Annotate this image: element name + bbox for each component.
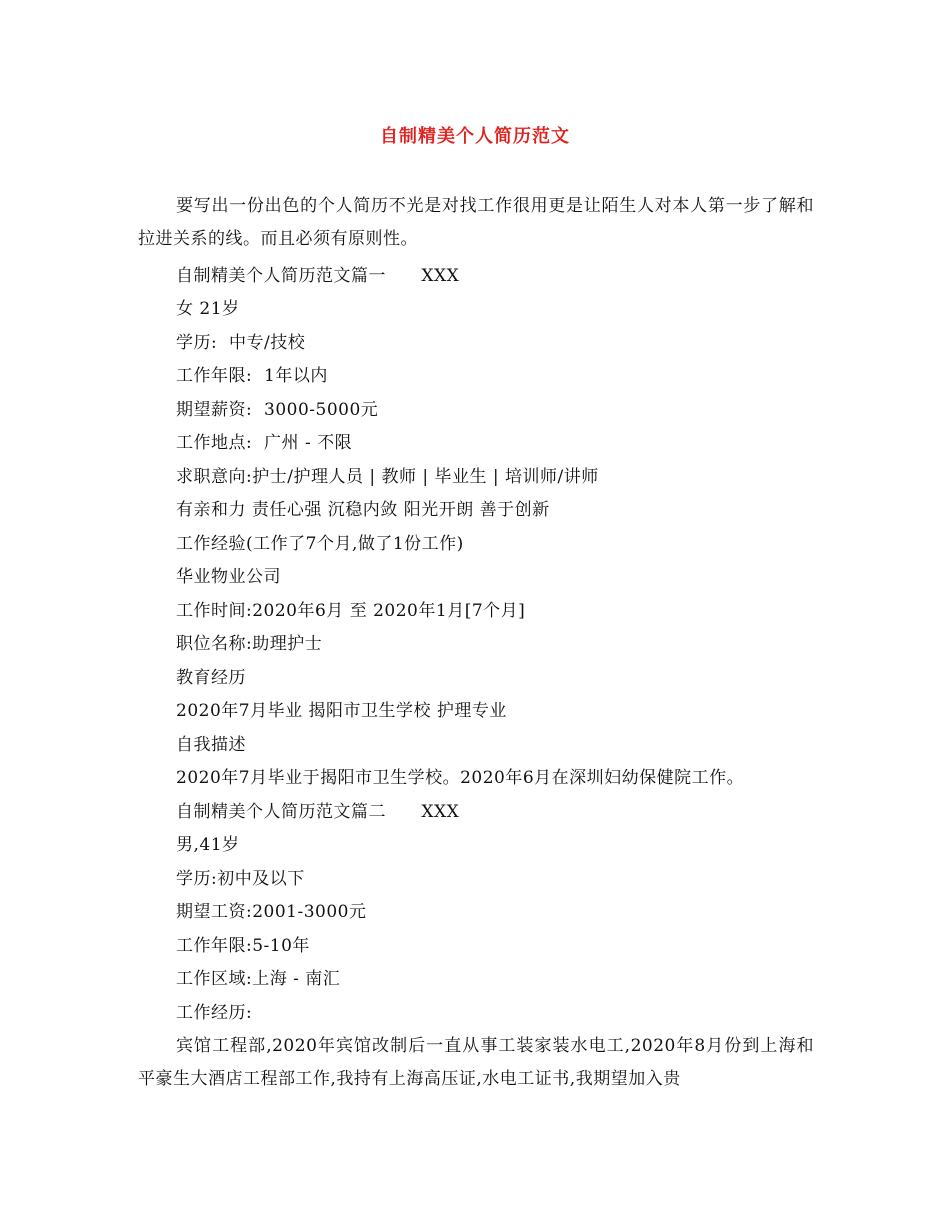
document-title: 自制精美个人简历范文	[380, 126, 570, 147]
resume1-education: 学历: 中专/技校	[176, 333, 306, 353]
resume1-work-years: 工作年限: 1年以内	[176, 366, 328, 386]
resume1-expected-salary: 期望薪资: 3000-5000元	[176, 400, 379, 420]
resume1-work-period: 工作时间:2020年6月 至 2020年1月[7个月]	[176, 601, 526, 621]
resume1-company: 华业物业公司	[176, 567, 281, 587]
resume2-heading: 自制精美个人简历范文篇二 XXX	[176, 802, 460, 822]
resume1-job-intention: 求职意向:护士/护理人员 | 教师 | 毕业生 | 培训师/讲师	[176, 467, 599, 487]
resume1-gender-age: 女 21岁	[176, 299, 240, 319]
resume1-heading: 自制精美个人简历范文篇一 XXX	[176, 266, 460, 286]
resume2-experience-paragraph: 宾馆工程部,2020年宾馆改制后一直从事工装家装水电工,2020年8月份到上海和平豪生大酒店工程部工作,我持有上海高压证,水电工证书,我期望加入贵	[138, 1036, 814, 1089]
resume1-education-heading: 教育经历	[176, 668, 246, 688]
resume2-education: 学历:初中及以下	[176, 869, 305, 889]
resume2-expected-salary: 期望工资:2001-3000元	[176, 902, 367, 922]
intro-paragraph: 要写出一份出色的个人简历不光是对找工作很用更是让陌生人对本人第一步了解和拉进关系的线。而且必须有原则性。	[138, 196, 814, 249]
resume2-gender-age: 男,41岁	[176, 835, 240, 855]
resume1-traits: 有亲和力 责任心强 沉稳内敛 阳光开朗 善于创新	[176, 500, 550, 520]
resume1-position: 职位名称:助理护士	[176, 634, 323, 654]
resume1-self-description: 2020年7月毕业于揭阳市卫生学校。2020年6月在深圳妇幼保健院工作。	[176, 768, 745, 788]
resume2-work-years: 工作年限:5-10年	[176, 936, 310, 956]
resume1-experience-heading: 工作经验(工作了7个月,做了1份工作)	[176, 534, 464, 554]
resume2-work-area: 工作区域:上海 - 南汇	[176, 969, 341, 989]
resume1-work-location: 工作地点: 广州 - 不限	[176, 433, 353, 453]
resume1-self-description-heading: 自我描述	[176, 735, 246, 755]
resume1-education-detail: 2020年7月毕业 揭阳市卫生学校 护理专业	[176, 701, 507, 721]
resume2-experience-heading: 工作经历:	[176, 1003, 253, 1023]
